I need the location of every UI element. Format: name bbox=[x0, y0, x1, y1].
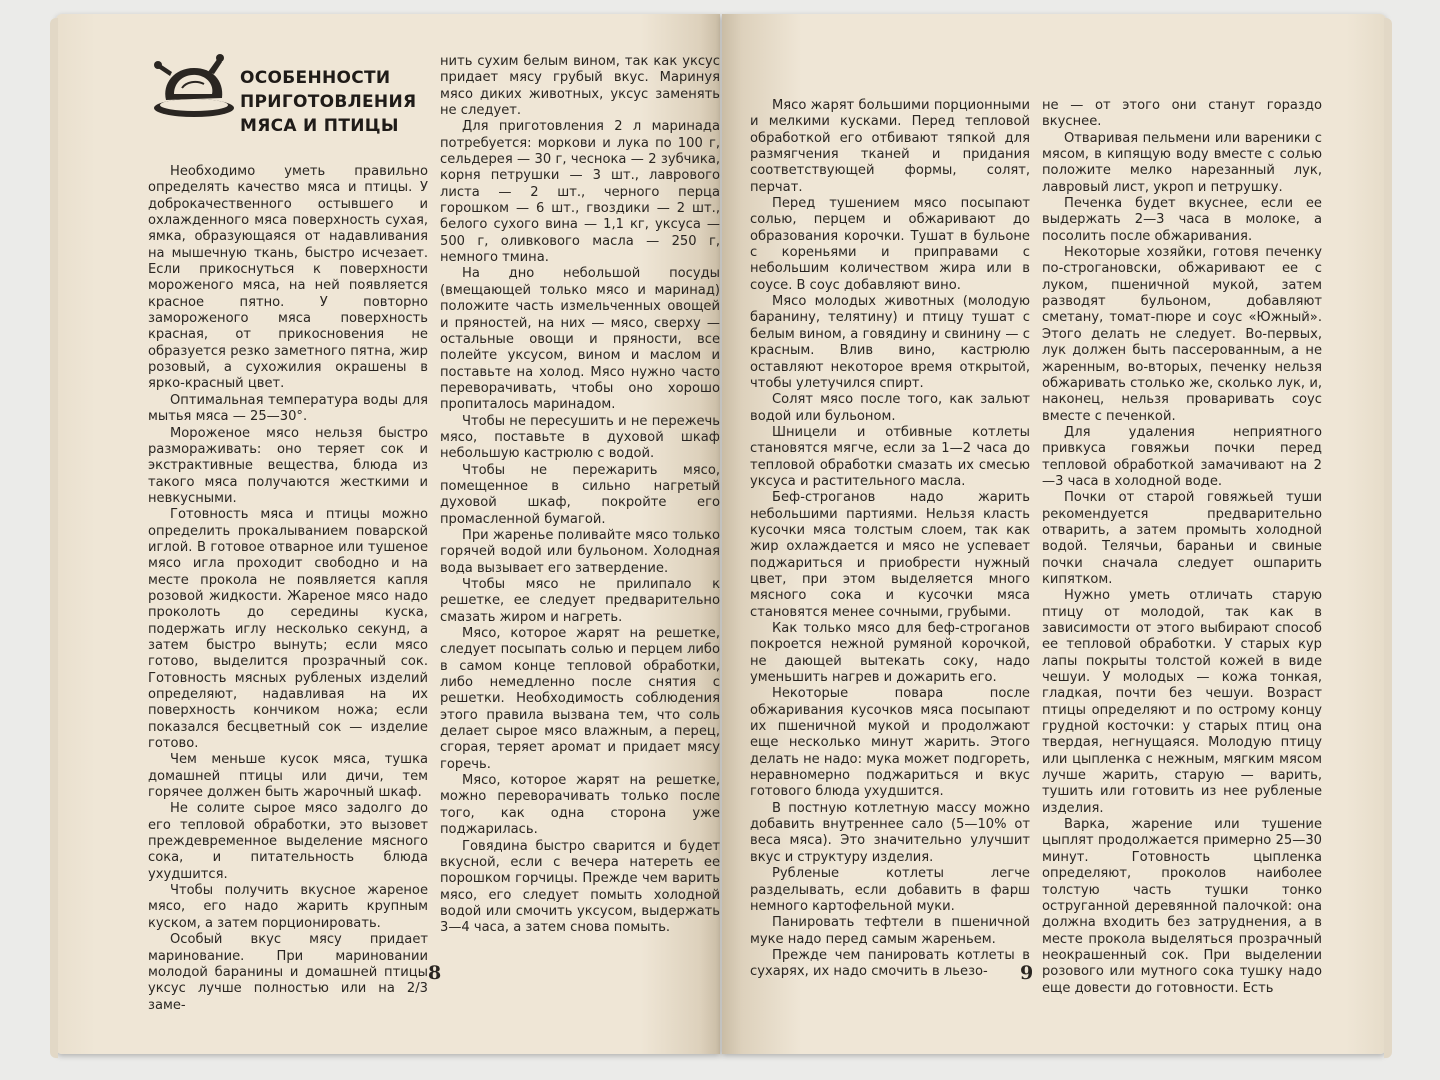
chapter-title: ОСОБЕННОСТИ ПРИГОТОВЛЕНИЯ МЯСА И ПТИЦЫ bbox=[240, 68, 417, 136]
paragraph: Мороженое мясо нельзя быстро размораживать: оно теряет сок и экстрактивные вещества, блюда из такого мяса получаются жесткими и невкусными. bbox=[148, 425, 428, 506]
paragraph: Солят мясо после того, как зальют водой или бульоном. bbox=[750, 392, 1030, 424]
paragraph: Особый вкус мясу придает маринование. При мариновании молодой баранины и домашней птицы уксус лучше полностью или на 2/3 заме- bbox=[148, 932, 428, 1013]
paragraph: Рубленые котлеты легче разделывать, если добавить в фарш немного картофельной муки. bbox=[750, 866, 1030, 914]
paragraph: На дно небольшой посуды (вмещающей только мясо и маринад) положите часть измельченных овощей и пряностей, на них — мясо, сверху — остальные овощи и пряности, все полейте уксусом, вином и маслом и поставьте на холод. Мясо нужно часто переворачивать, чтобы оно хорошо пропиталось маринадом. bbox=[440, 266, 720, 413]
paragraph: Мясо, которое жарят на решетке, следует посыпать солью и перцем либо в самом конце тепловой обработки, либо немедленно после снятия с решетки. Необходимость соблюдения этого правила вызвана тем, что соль делает сырое мясо влажным, а перец, сгорая, теряет аромат и придает мясу горечь. bbox=[440, 626, 720, 772]
paragraph: Не солите сырое мясо задолго до его тепловой обработки, это вызовет преждевременное выделение мясного сока, и питательность блюда ухудшится. bbox=[148, 801, 428, 882]
paragraph: Оптимальная температура воды для мытья мяса — 25—30°. bbox=[148, 392, 428, 425]
open-book bbox=[56, 14, 1386, 1064]
paragraph: Некоторые хозяйки, готовя печенку по-строгановски, обжаривают ее с луком, пшеничной мукой, затем разводят бульоном, добавляют сметану, томат-пюре и соус «Южный». Этого делать не следует. Во-первых, лук должен быть пассерованным, а не жаренным, во-вторых, печенку нельзя обжаривать столько же, сколько лук, и, наконец, нельзя проваривать соус вместе с печенкой. bbox=[1042, 245, 1322, 424]
paragraph: Почки от старой говяжьей туши рекомендуется предварительно отварить, а затем промыть холодной водой. Телячьи, бараньи и свиные почки сначала следует ошпарить кипятком. bbox=[1042, 490, 1322, 587]
paragraph: Отваривая пельмени или вареники с мясом, в кипящую воду вместе с солью положите мелко нарезанный лук, лавровый лист, укроп и петрушку. bbox=[1042, 130, 1322, 195]
page-number: 9 bbox=[1020, 962, 1034, 984]
paragraph: Чтобы мясо не прилипало к решетке, ее следует предварительно смазать жиром и нагреть. bbox=[440, 577, 720, 625]
paragraph: Некоторые повара после обжаривания кусочков мяса посыпают их пшеничной мукой и продолжают еще несколько минут жарить. Этого делать не надо: мука может подгореть, неравномерно поджариться и вкус готового блюда ухудшится. bbox=[750, 686, 1030, 800]
right-page-column-1 bbox=[750, 98, 1030, 980]
paragraph: Прежде чем панировать котлеты в сухарях, их надо смочить в льезо- bbox=[750, 947, 1030, 980]
paragraph: Мясо молодых животных (молодую баранину, телятину) и птицу тушат с белым вином, а говядину и свинину — с красным. Влив вино, кастрюлю оставляют некоторое время открытой, чтобы улетучился спирт. bbox=[750, 294, 1030, 391]
paragraph: Говядина быстро сварится и будет вкусной, если с вечера натереть ее порошком горчицы. Прежде чем варить мясо, его следует помыть холодной водой или смочить уксусом, выдержать 3—4 часа, а затем снова помыть. bbox=[440, 838, 720, 936]
right-page-column-2 bbox=[1042, 98, 1322, 996]
paragraph: Перед тушением мясо посыпают солью, перцем и обжаривают до образования корочки. Тушат в бульоне с кореньями и приправами с небольшим количеством жира или в соусе. В соус добавляют вино. bbox=[750, 196, 1030, 293]
chapter-header bbox=[152, 36, 452, 136]
paragraph: Шницели и отбивные котлеты становятся мягче, если за 1—2 часа до тепловой обработки смазать их смесью уксуса и растительного масла. bbox=[750, 424, 1030, 489]
paragraph: Нужно уметь отличать старую птицу от молодой, так как в зависимости от этого выбирают способ ее тепловой обработки. У старых кур лапы покрыты толстой кожей в виде чешуи. У молодых — кожа тонкая, гладкая, почти без чешуи. Возраст птицы определяют и по острому концу грудной косточки: у старых птиц она твердая, негнущаяся. Молодую птицу или цыпленка с нежным, мягким мясом лучше жарить, старую — варить, тушить или готовить из нее рубленые изделия. bbox=[1042, 588, 1322, 816]
left-page-column-2 bbox=[440, 54, 720, 936]
paragraph: Чем меньше кусок мяса, тушка домашней птицы или дичи, тем горячее должен быть жарочный шкаф. bbox=[148, 752, 428, 801]
page-number: 8 bbox=[428, 962, 442, 984]
paragraph: не — от этого они станут гораздо вкуснее. bbox=[1042, 98, 1322, 130]
paragraph: нить сухим белым вином, так как уксус придает мясу грубый вкус. Маринуя мясо диких животных, уксус заменять не следует. bbox=[440, 54, 720, 119]
paragraph: Варка, жарение или тушение цыплят продолжается примерно 25—30 минут. Готовность цыпленка определяют, проколов наиболее толстую часть тушки тонко оструганной деревянной палочкой: она должна входить без затруднения, а в месте прокола выделяться прозрачный неокрашенный сок. При выделении розового или мутного сока тушку надо еще довести до готовности. Есть bbox=[1042, 817, 1322, 996]
left-page bbox=[56, 14, 720, 1054]
paragraph: Чтобы не пересушить и не пережечь мясо, поставьте в духовой шкаф небольшую кастрюлю с водой. bbox=[440, 413, 720, 462]
roast-chicken-icon bbox=[152, 54, 236, 120]
paragraph: Для приготовления 2 л маринада потребуется: моркови и лука по 100 г, сельдерея — 30 г, чеснока — 2 зубчика, корня петрушки — 3 шт., лаврового листа — 2 шт., черного перца горошком — 6 шт., гвоздики — 2 шт., белого сухого вина — 1,1 кг, уксуса — 500 г, оливкового масла — 250 г, немного тмина. bbox=[440, 119, 720, 266]
paragraph: Мясо, которое жарят на решетке, можно переворачивать только после того, как одна сторона уже поджарилась. bbox=[440, 773, 720, 838]
paragraph: Панировать тефтели в пшеничной муке надо перед самым жареньем. bbox=[750, 915, 1030, 947]
paragraph: Чтобы получить вкусное жареное мясо, его надо жарить крупным куском, а затем порционировать. bbox=[148, 883, 428, 931]
paragraph: Необходимо уметь правильно определять качество мяса и птицы. У доброкачественного остывшего и охлажденного мяса поверхность сухая, ямка, образующаяся от надавливания на мышечную ткань, быстро исчезает. Если прикоснуться к поверхности мороженого мяса, на ней появляется красное пятно. У повторно замороженого мяса поверхность красная, от прикосновения не образуется резко заметного пятна, жир розовый, а сухожилия окрашены в ярко-красный цвет. bbox=[148, 164, 428, 392]
paragraph: Мясо жарят большими порционными и мелкими кусками. Перед тепловой обработкой его отбивают тяпкой для размягчения тканей и придания соответствующей формы, солят, перчат. bbox=[750, 98, 1030, 195]
paragraph: В постную котлетную массу можно добавить внутреннее сало (5—10% от веса мяса). Это значительно улучшит вкус и структуру изделия. bbox=[750, 800, 1030, 865]
paragraph: Чтобы не пережарить мясо, помещенное в сильно нагретый духовой шкаф, покройте его промасленной бумагой. bbox=[440, 462, 720, 527]
paragraph: При жаренье поливайте мясо только горячей водой или бульоном. Холодная вода вызывает его затвердение. bbox=[440, 527, 720, 576]
paragraph: Готовность мяса и птицы можно определить прокалыванием поварской иглой. В готовое отварное или тушеное мясо игла проходит свободно и на месте прокола не появляется капля розовой жидкости. Жареное мясо надо проколоть до середины куска, подержать иглу несколько секунд, а затем быстро вынуть; если мясо готово, выделится прозрачный сок. Готовность мясных рубленых изделий определяют, надавливая на их поверхность кончиком ножа; если показался бесцветный сок — изделие готово. bbox=[148, 507, 428, 752]
paragraph: Для удаления неприятного привкуса говяжьи почки перед тепловой обработкой замачивают на 2—3 часа в холодной воде. bbox=[1042, 424, 1322, 489]
right-page bbox=[722, 14, 1386, 1054]
paragraph: Как только мясо для беф-строганов покроется нежной румяной корочкой, не дающей вытекать соку, надо уменьшить нагрев и дожарить его. bbox=[750, 621, 1030, 686]
paragraph: Печенка будет вкуснее, если ее выдержать 2—3 часа в молоке, а посолить после обжаривания. bbox=[1042, 196, 1322, 244]
left-page-column-1 bbox=[148, 164, 428, 1013]
paragraph: Беф-строганов надо жарить небольшими партиями. Нельзя класть кусочки мяса толстым слоем, так как жир охлаждается и мясо не успевает поджариться и приобрести нужный цвет, при этом выделяется много мясного сока и кусочки мяса становятся менее сочными, грубыми. bbox=[750, 490, 1030, 620]
